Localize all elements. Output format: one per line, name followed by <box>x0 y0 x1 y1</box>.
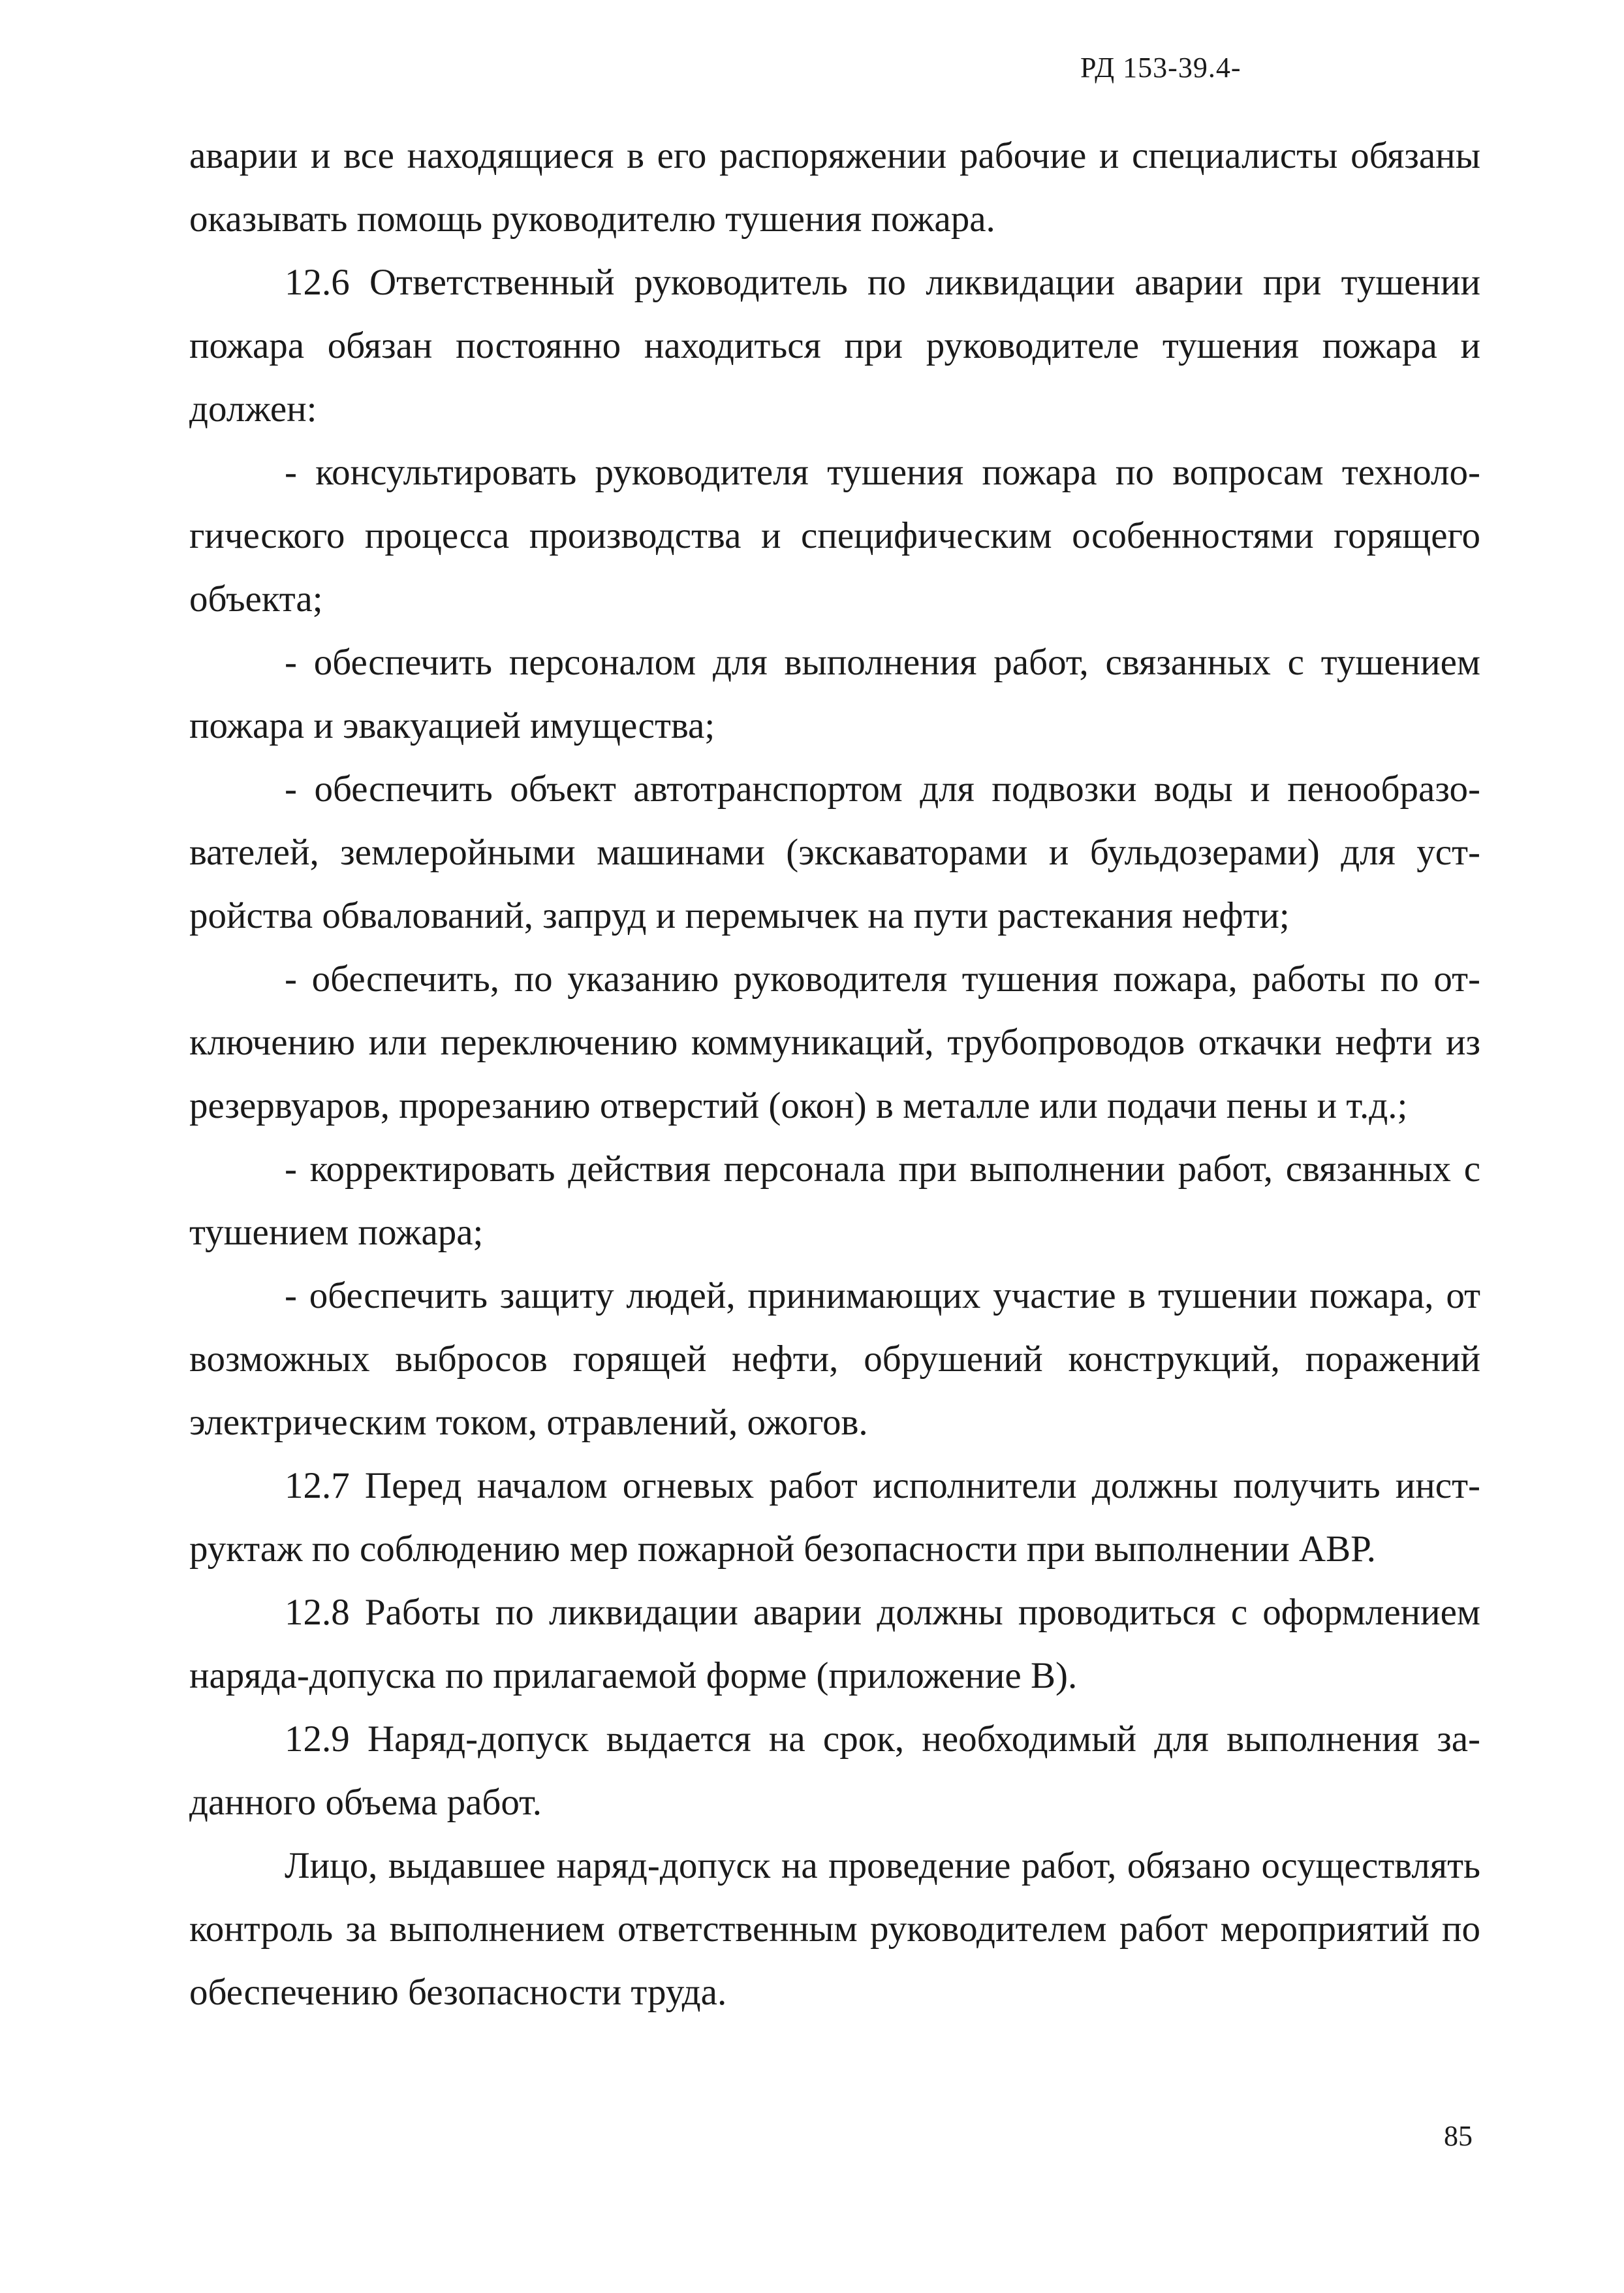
paragraph-12-6: 12.6 Ответственный руководитель по ликвидации аварии при тушении пожара обязан постоянно находиться при руководителе тушения пожара и должен: <box>189 262 1480 430</box>
paragraph-12-9: 12.9 Наряд-допуск выдается на срок, необходимый для выполнения заданного объема работ. <box>189 1718 1480 1823</box>
paragraph-12-7: 12.7 Перед началом огневых работ исполнители должны получить инструктаж по соблюдению мер пожарной безопасности при выполнении АВР. <box>189 1465 1480 1570</box>
list-item-disconnect: - обеспечить, по указанию руководителя тушения пожара, работы по отключению или переключению коммуникаций, трубопроводов откачки нефти из резервуаров, прорезанию отверстий (окон) в металле или подачи пены и т.д.; <box>189 958 1480 1126</box>
paragraph-continuation: аварии и все находящиеся в его распоряжении рабочие и специалисты обязаны оказывать помощь руководителю тушения пожара. <box>189 135 1480 240</box>
list-item-correct: - корректировать действия персонала при выполнении работ, связанных с тушением пожара; <box>189 1148 1480 1253</box>
page-number: 85 <box>1444 2120 1473 2152</box>
list-item-protect: - обеспечить защиту людей, принимающих участие в тушении пожара, от возможных выбросов горящей нефти, обрушений конструкций, поражений электрическим током, отравлений, ожогов. <box>189 1275 1480 1443</box>
paragraph-12-8: 12.8 Работы по ликвидации аварии должны проводиться с оформлением наряда-допуска по прилагаемой форме (приложение В). <box>189 1592 1480 1696</box>
list-item-personnel: - обеспечить персоналом для выполнения работ, связанных с тушением пожара и эвакуацией имущества; <box>189 642 1480 746</box>
list-item-consult: - консультировать руководителя тушения пожара по вопросам технологического процесса производства и специфическим особенностями горящего объекта; <box>189 452 1480 620</box>
paragraph-control: Лицо, выдавшее наряд-допуск на проведение работ, обязано осуществлять контроль за выполнением ответственным руководителем работ мероприятий по обеспечению безопасности труда. <box>189 1845 1480 2013</box>
body-text <box>189 124 1480 2024</box>
list-item-transport: - обеспечить объект автотранспортом для подвозки воды и пенообразователей, землеройными машинами (экскаваторами и бульдозерами) для устройства обвалований, запруд и перемычек на пути растекания нефти; <box>189 768 1480 936</box>
document-code: РД 153-39.4- <box>1080 52 1241 84</box>
